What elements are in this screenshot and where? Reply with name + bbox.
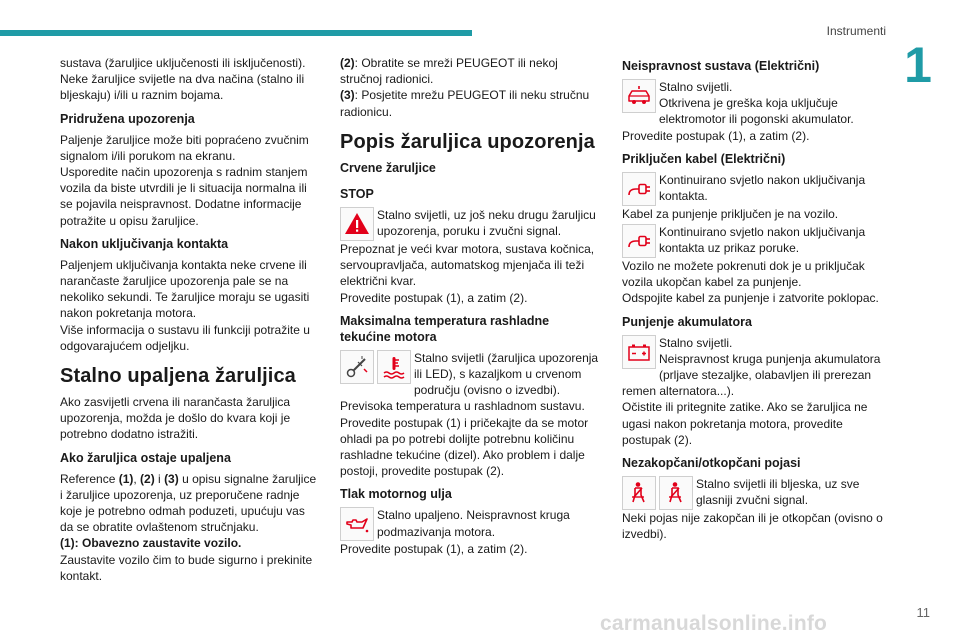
heading-temp: Maksimalna temperatura rashladne tekućine motora xyxy=(340,313,550,344)
heading-stop: STOP xyxy=(340,187,374,202)
lamp-icons xyxy=(622,172,656,206)
lamp-description: Stalno svijetli (žaruljica upozorenja ili LED), s kazaljkom u crvenom području (ovisno o izvedbi). xyxy=(414,350,599,398)
page-number: 11 xyxy=(916,605,930,620)
watermark: carmanualsonline.info xyxy=(600,612,828,635)
lamp-fault xyxy=(622,79,892,128)
lamp-icons xyxy=(622,224,656,258)
subheading-crvene: Crvene žaruljice xyxy=(340,160,436,175)
note-3 xyxy=(340,87,602,119)
lamp-description-1: Stalno svijetli. xyxy=(659,80,733,94)
text: i xyxy=(154,471,165,486)
heading-popis: Popis žaruljica upozorenja xyxy=(340,130,595,153)
header-accent-bar xyxy=(0,30,472,36)
note-2 xyxy=(340,55,602,87)
car-fault-icon xyxy=(622,79,656,113)
heading-ostaje: Ako žaruljica ostaje upaljena xyxy=(60,450,231,465)
lamp-icons xyxy=(622,476,693,510)
lamp-description-1: Stalno svijetli. xyxy=(659,335,733,350)
lamp-battery xyxy=(622,335,892,400)
section-title: Instrumenti xyxy=(826,24,886,38)
note-1 xyxy=(60,535,318,551)
lamp-cable-1 xyxy=(622,172,892,206)
paragraph: Očistite ili pritegnite zatike. Ako se žaruljica ne ugasi nakon pokretanja motora, provedite postupak (2). xyxy=(622,400,868,447)
coolant-temp-icon xyxy=(377,350,411,384)
lamp-description-2: Neispravnost kruga punjenja akumulatora (prljave stezaljke, olabavljen ili prerezan remen alternatora...). xyxy=(622,351,881,399)
lamp-description-2: Otkrivena je greška koja uključuje elektromotor ili pogonski akumulator. xyxy=(659,96,854,127)
paragraph: Odspojite kabel za punjenje i zatvorite poklopac. xyxy=(622,291,879,306)
note-text: : Posjetite mrežu PEUGEOT ili neku stručnu radionicu. xyxy=(340,88,590,119)
heading-battery: Punjenje akumulatora xyxy=(622,314,752,329)
lamp-cable-2 xyxy=(622,224,892,258)
paragraph: Zaustavite vozilo čim to bude sigurno i prekinite kontakt. xyxy=(60,552,313,583)
heading-oil: Tlak motornog ulja xyxy=(340,487,452,502)
stop-triangle-icon xyxy=(340,207,374,241)
note-label: (1) xyxy=(60,536,75,551)
lamp-description: Stalno svijetli, uz još neku drugu žaruljicu upozorenja, poruku i zvučni signal. xyxy=(377,208,596,239)
column-1 xyxy=(60,55,318,584)
text: Reference xyxy=(60,471,119,486)
lamp-oil xyxy=(340,507,602,541)
seatbelt-icon xyxy=(659,476,693,510)
lamp-icons xyxy=(340,350,411,384)
lamp-icons xyxy=(622,79,656,113)
charging-plug-icon xyxy=(622,224,656,258)
paragraph: Usporedite način upozorenja s radnim stanjem vozila da biste utvrdili je li situacija normalna ili se pojavila neispravnost. Dodatne informacije potražite u opisu žaruljice. xyxy=(60,165,308,228)
intro-line-2: Neke žaruljice svijetle na dva načina (stalno ili bljeskaju) i/ili u raznim bojama. xyxy=(60,72,305,103)
lamp-stop xyxy=(340,207,602,241)
lamp-belt xyxy=(622,476,892,510)
coolant-thermometer-icon xyxy=(340,350,374,384)
paragraph: Kabel za punjenje priključen je na vozilo. xyxy=(622,206,839,221)
note-label: (3) xyxy=(340,88,355,103)
heading-pridruzena: Pridružena upozorenja xyxy=(60,111,195,126)
text: u opisu signalne žaruljice i žaruljice upozorenja, uz preporučene radnje koje je potrebno odmah poduzeti, upućuju vas da se obratite ovlaštenom stručnjaku. xyxy=(60,471,317,535)
column-2 xyxy=(340,55,602,558)
heading-fault: Neispravnost sustava (Električni) xyxy=(622,59,820,73)
column-3 xyxy=(622,55,892,542)
lamp-icons xyxy=(340,207,374,241)
battery-icon xyxy=(622,335,656,369)
lamp-description: Stalno svijetli ili bljeska, uz sve glasniji zvučni signal. xyxy=(696,477,860,508)
heading-belt: Nezakopčani/otkopčani pojasi xyxy=(622,456,801,471)
paragraph: Prepoznat je veći kvar motora, sustava kočnica, servoupravljača, automatskog mjenjača ili teži električni kvar. xyxy=(340,242,595,289)
intro-line-1: sustava (žaruljice uključenosti ili isključenosti). xyxy=(60,56,306,70)
chapter-number: 1 xyxy=(904,37,932,93)
paragraph: Neki pojas nije zakopčan ili je otkopčan (ovisno o izvedbi). xyxy=(622,511,883,542)
ref-1: (1) xyxy=(118,471,134,486)
paragraph: Provedite postupak (1) i pričekajte da se motor ohladi pa po potrebi dolijte potrebnu količinu rashladne tekućine (dizel). Ako problem i dalje postoji, provedite postupak (2). xyxy=(340,415,589,479)
ref-2: (2) xyxy=(140,471,155,486)
charging-plug-icon xyxy=(622,172,656,206)
ref-3: (3) xyxy=(164,471,179,486)
lamp-temp xyxy=(340,350,602,399)
paragraph: Provedite postupak (1), a zatim (2). xyxy=(340,542,528,557)
lamp-description: Kontinuirano svjetlo nakon uključivanja kontakta. xyxy=(659,172,866,204)
paragraph: Previsoka temperatura u rashladnom sustavu. xyxy=(340,399,585,414)
paragraph: Više informacija o sustavu ili funkciji potražite u odgovarajućem odjeljku. xyxy=(60,322,310,353)
reference-paragraph xyxy=(60,471,318,536)
note-text: : Obavezno zaustavite vozilo. xyxy=(74,536,242,551)
seatbelt-icon xyxy=(622,476,656,510)
note-text: : Obratite se mreži PEUGEOT ili nekoj stručnoj radionici. xyxy=(340,56,558,87)
heading-cable: Priključen kabel (Električni) xyxy=(622,151,786,166)
lamp-description: Kontinuirano svjetlo nakon uključivanja kontakta uz prikaz poruke. xyxy=(659,225,866,256)
text: , xyxy=(133,471,141,486)
heading-nakon: Nakon uključivanja kontakta xyxy=(60,236,229,251)
lamp-icons xyxy=(340,507,374,541)
lamp-icons xyxy=(622,335,656,369)
paragraph: Provedite postupak (1), a zatim (2). xyxy=(340,290,528,305)
paragraph: Ako zasvijetli crvena ili narančasta žaruljica upozorenja, možda je došlo do kvara koji je potrebno dodatno istražiti. xyxy=(60,395,291,442)
paragraph: Provedite postupak (1), a zatim (2). xyxy=(622,128,810,143)
paragraph: Paljenjem uključivanja kontakta neke crvene ili narančaste žaruljice upozorenja pale se na nekoliko sekundi. Te žaruljice moraju se ugasiti nakon pokretanja motora. xyxy=(60,257,310,321)
paragraph: Paljenje žaruljice može biti popraćeno zvučnim signalom i/ili porukom na ekranu. xyxy=(60,132,309,163)
paragraph: Vozilo ne možete pokrenuti dok je u priključak vozila ukopčan kabel za punjenje. xyxy=(622,259,865,290)
lamp-description: Stalno upaljeno. Neispravnost kruga podmazivanja motora. xyxy=(377,508,570,539)
heading-stalno: Stalno upaljena žaruljica xyxy=(60,365,296,388)
note-label: (2) xyxy=(340,56,355,70)
oil-can-icon xyxy=(340,507,374,541)
